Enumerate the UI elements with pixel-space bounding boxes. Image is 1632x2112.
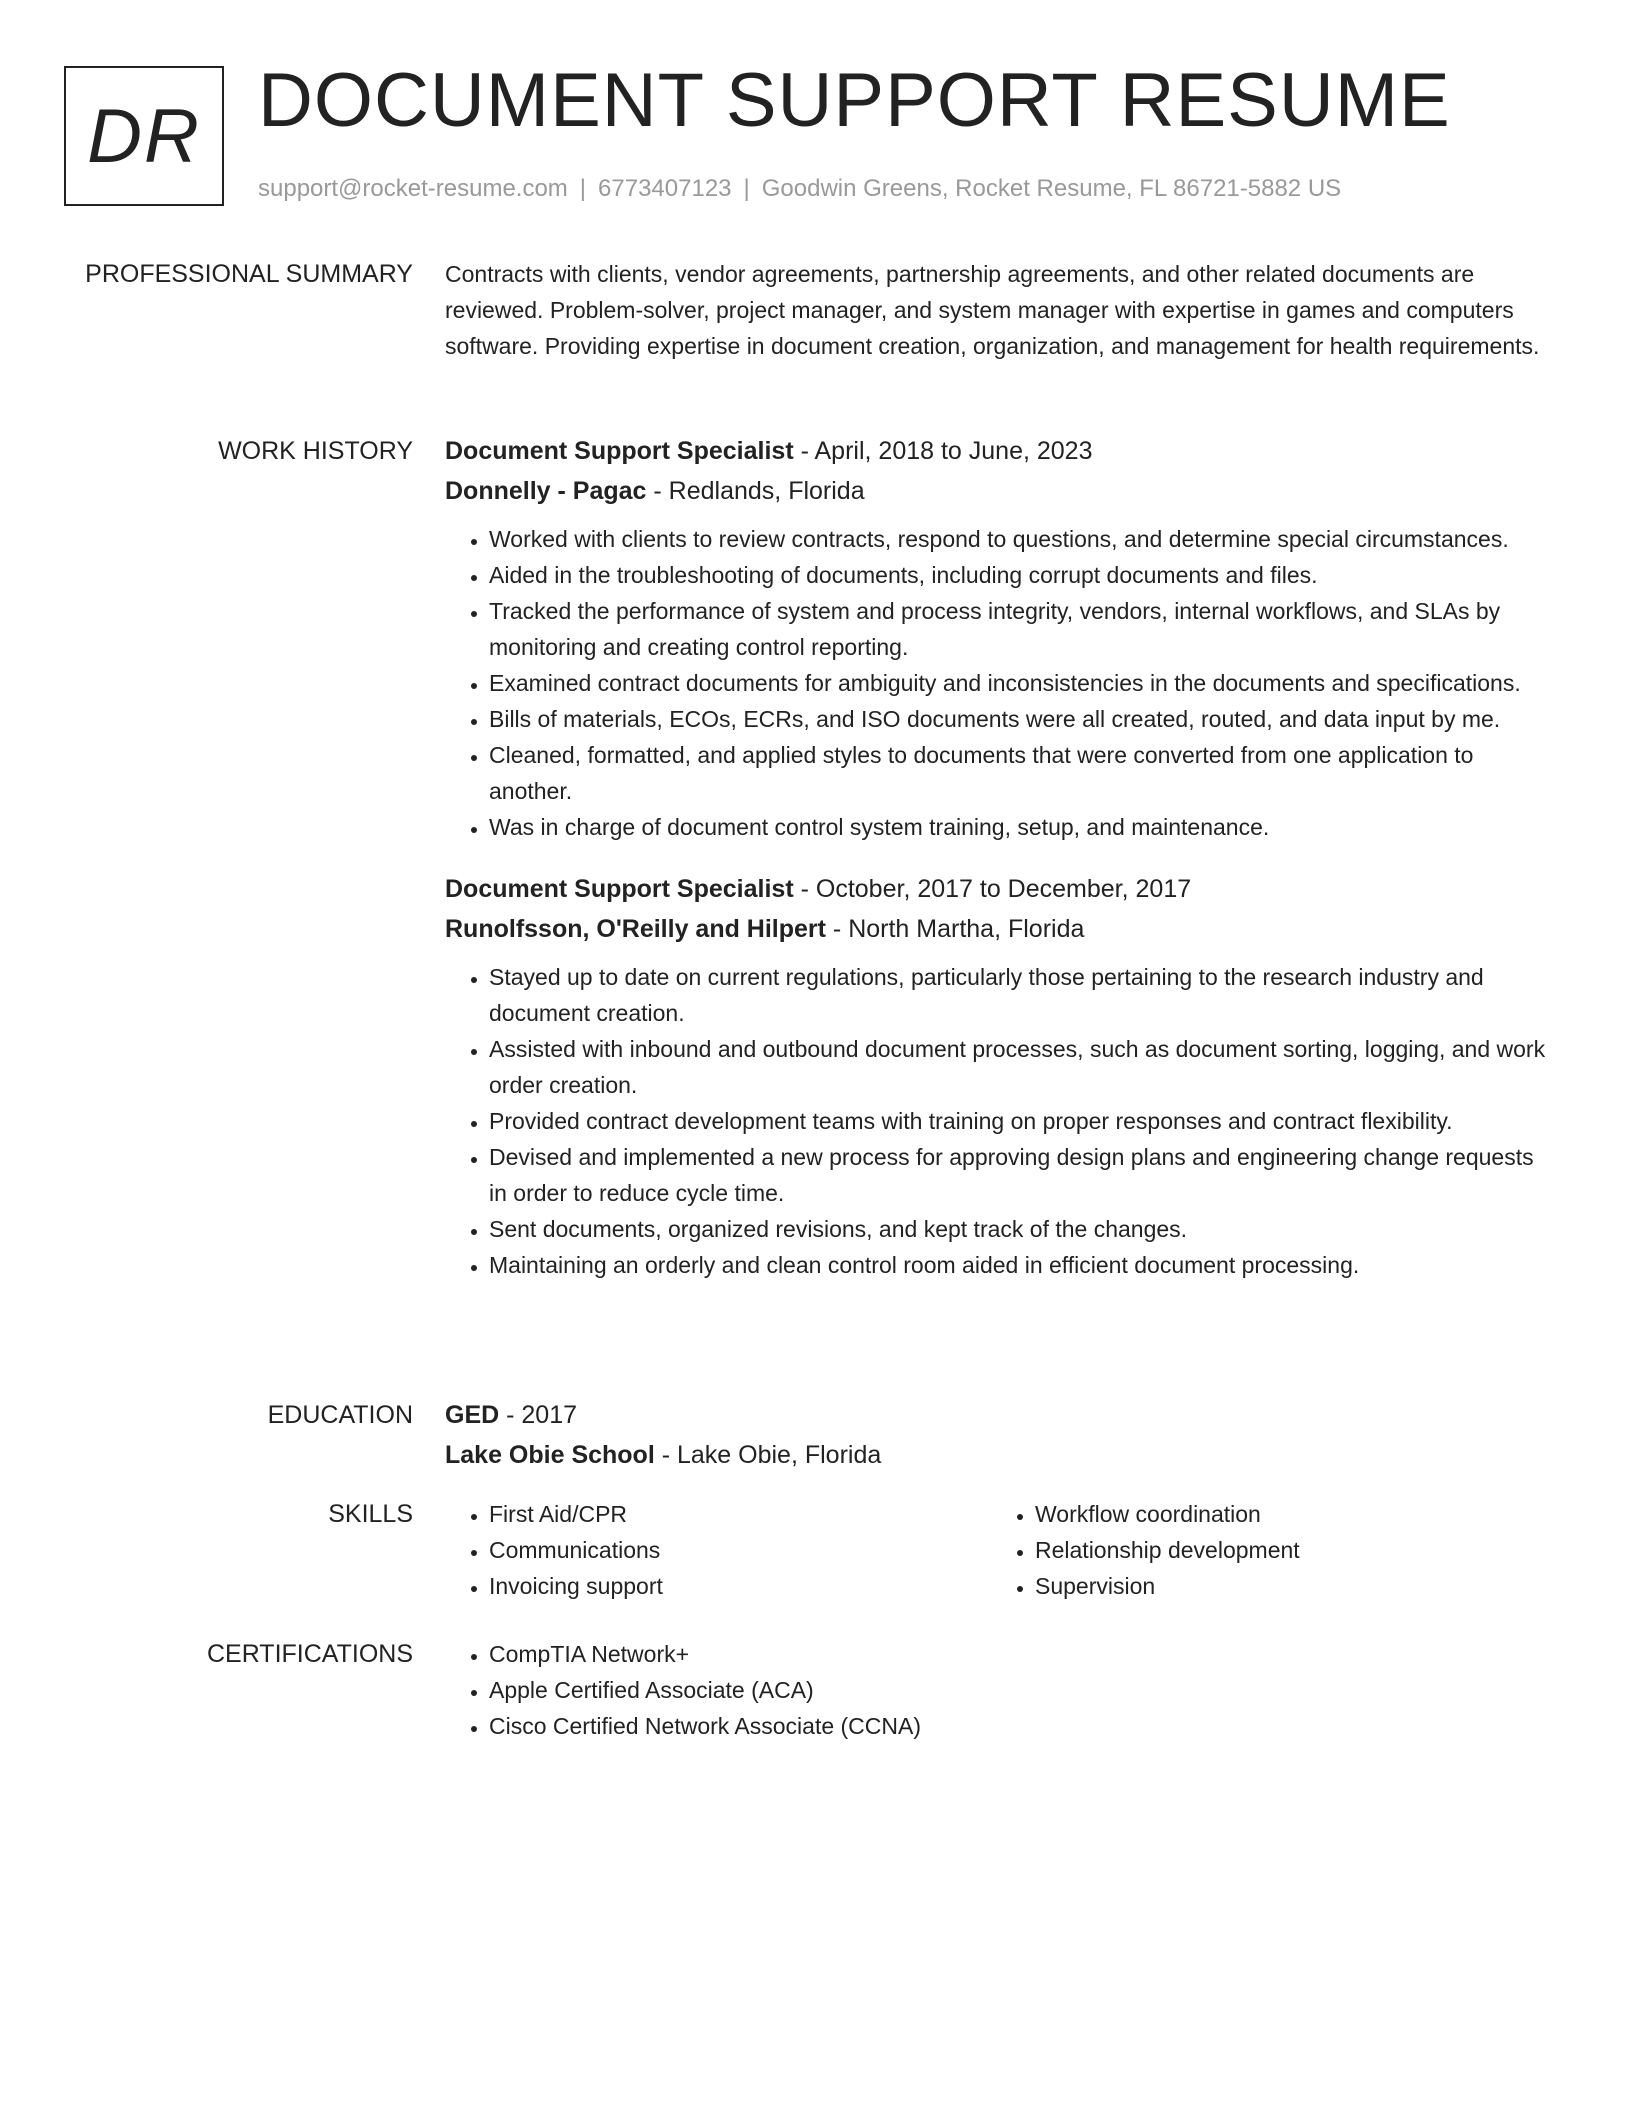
skills-list <box>445 1496 991 1604</box>
list-item: • Stayed up to date on current regulations, particularly those pertaining to the research industry and document creation. <box>489 959 1555 1031</box>
list-item: • CompTIA Network+ <box>489 1636 1555 1672</box>
job-title-line <box>445 869 1555 909</box>
list-item: • First Aid/CPR <box>489 1496 991 1532</box>
skills-content <box>445 1496 1555 1604</box>
section-label-summary: PROFESSIONAL SUMMARY <box>85 260 413 288</box>
job-entry <box>445 869 1555 1283</box>
list-item: • Communications <box>489 1532 991 1568</box>
job-dates: - October, 2017 to December, 2017 <box>793 875 1192 903</box>
list-item: • Tracked the performance of system and process integrity, vendors, internal workflows, and SLAs by monitoring and creating control reporting. <box>489 593 1555 665</box>
summary-content <box>445 256 1555 364</box>
skills-list <box>991 1496 1537 1604</box>
list-item: • Assisted with inbound and outbound document processes, such as document sorting, logging, and work order creation. <box>489 1031 1555 1103</box>
school-location: - Lake Obie, Florida <box>654 1441 882 1469</box>
list-item: • Workflow coordination <box>1035 1496 1537 1532</box>
page-title: DOCUMENT SUPPORT RESUME <box>258 58 1451 143</box>
job-company-line <box>445 909 1555 949</box>
job-entry <box>445 431 1555 845</box>
summary-text: Contracts with clients, vendor agreements, partnership agreements, and other related documents are reviewed. Problem-solver, project manager, and system manager with expertise in games and computers software. Providing expertise in document creation, organization, and management for health requirements. <box>445 261 1540 359</box>
job-title: Document Support Specialist <box>445 875 794 903</box>
section-label-certifications: CERTIFICATIONS <box>206 1640 413 1668</box>
list-item: • Was in charge of document control system training, setup, and maintenance. <box>489 809 1555 845</box>
list-item: • Worked with clients to review contracts, respond to questions, and determine special circumstances. <box>489 521 1555 557</box>
list-item: • Invoicing support <box>489 1568 991 1604</box>
list-item: • Relationship development <box>1035 1532 1537 1568</box>
job-title: Document Support Specialist <box>445 437 794 465</box>
contact-separator: | <box>743 175 750 202</box>
job-bullet-list <box>445 959 1555 1283</box>
job-company: Runolfsson, O'Reilly and Hilpert <box>445 915 826 943</box>
contact-email[interactable]: support@rocket-resume.com <box>258 175 568 202</box>
list-item: • Supervision <box>1035 1568 1537 1604</box>
skills-column-left <box>445 1496 991 1604</box>
monogram-logo: DR <box>64 66 224 206</box>
list-item: • Examined contract documents for ambiguity and inconsistencies in the documents and specifications. <box>489 665 1555 701</box>
education-content <box>445 1395 1555 1475</box>
list-item: • Provided contract development teams with training on proper responses and contract flexibility. <box>489 1103 1555 1139</box>
list-item: • Devised and implemented a new process for approving design plans and engineering change requests in order to reduce cycle time. <box>489 1139 1555 1211</box>
job-location: - North Martha, Florida <box>825 915 1085 943</box>
list-item: • Cisco Certified Network Associate (CCNA) <box>489 1708 1555 1744</box>
section-label-education: EDUCATION <box>267 1401 413 1429</box>
job-title-line <box>445 431 1555 471</box>
list-item: • Sent documents, organized revisions, and kept track of the changes. <box>489 1211 1555 1247</box>
contact-address: Goodwin Greens, Rocket Resume, FL 86721-5882 US <box>761 175 1342 202</box>
skills-column-right <box>991 1496 1537 1604</box>
section-label-work-history: WORK HISTORY <box>218 437 413 465</box>
list-item: • Cleaned, formatted, and applied styles to documents that were converted from one application to another. <box>489 737 1555 809</box>
job-dates: - April, 2018 to June, 2023 <box>793 437 1093 465</box>
certifications-content <box>445 1636 1555 1744</box>
contact-separator: | <box>579 175 587 202</box>
degree: GED <box>445 1401 500 1429</box>
section-label-skills: SKILLS <box>328 1500 413 1528</box>
certifications-list <box>445 1636 1555 1744</box>
contact-phone[interactable]: 6773407123 <box>598 175 732 202</box>
school-name: Lake Obie School <box>445 1441 655 1469</box>
school-line <box>445 1435 1555 1475</box>
contact-line <box>258 172 1341 206</box>
job-company-line <box>445 471 1555 511</box>
job-location: - Redlands, Florida <box>646 477 865 505</box>
list-item: • Bills of materials, ECOs, ECRs, and ISO documents were all created, routed, and data input by me. <box>489 701 1555 737</box>
list-item: • Maintaining an orderly and clean control room aided in efficient document processing. <box>489 1247 1555 1283</box>
work-history-content <box>445 431 1555 1283</box>
job-company: Donnelly - Pagac <box>445 477 647 505</box>
job-bullet-list <box>445 521 1555 845</box>
list-item: • Apple Certified Associate (ACA) <box>489 1672 1555 1708</box>
degree-line <box>445 1395 1555 1435</box>
degree-year: - 2017 <box>499 1401 578 1429</box>
list-item: • Aided in the troubleshooting of documents, including corrupt documents and files. <box>489 557 1555 593</box>
